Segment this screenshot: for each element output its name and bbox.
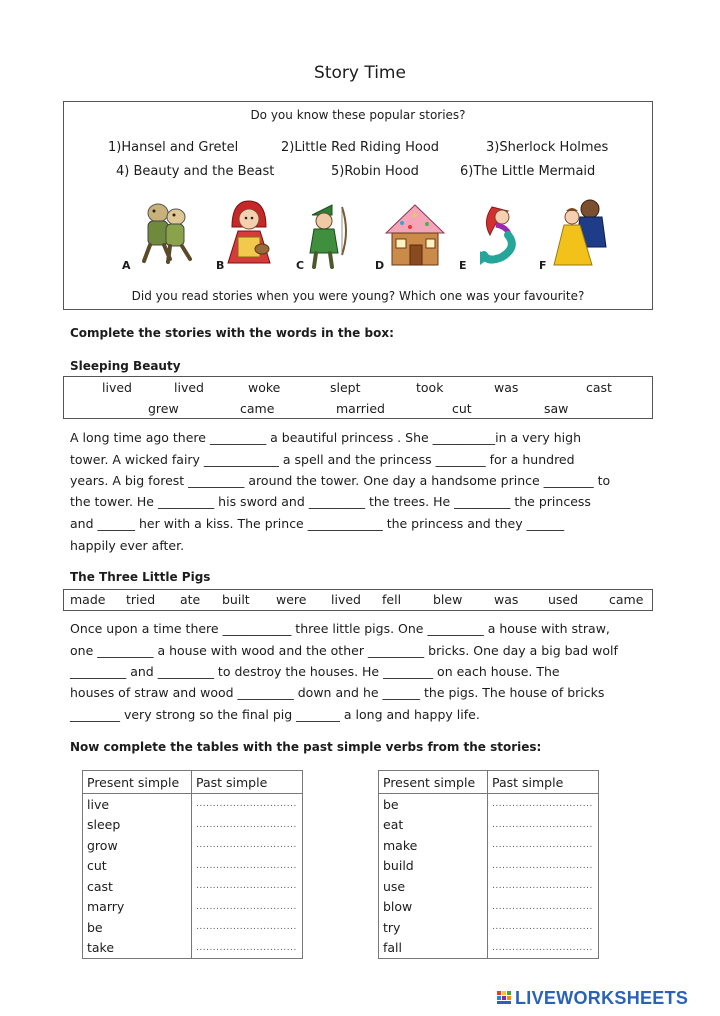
word-box-word: took [416,380,444,395]
word-box-word: grew [148,401,179,416]
answer-blank[interactable]: .............................. [192,856,303,877]
intro-question-2: Did you read stories when you were young? Which one was your favourite? [131,289,585,303]
word-box-word: married [336,401,385,416]
word-box-word: saw [544,401,569,416]
answer-blank[interactable]: .............................. [488,794,599,815]
little-mermaid-picture [478,201,532,269]
picture-label: C [296,259,305,272]
story-line: happily ever after. [70,538,185,553]
word-box-word: came [609,592,644,607]
story-line: houses of straw and wood _________ down and he ______ the pigs. The house of bricks [70,685,605,700]
answer-blank[interactable]: .............................. [192,917,303,938]
present-verb: live [83,794,192,815]
table-row [379,897,599,918]
table-row [83,938,303,959]
word-box-word: were [276,592,307,607]
word-box-word: fell [382,592,402,607]
story-title: 2)Little Red Riding Hood [281,140,440,155]
page-title: Story Time [314,63,406,83]
story-line: and ______ her with a kiss. The prince ____________ the princess and they ______ [70,516,565,531]
story-title: 1)Hansel and Gretel [108,140,239,155]
word-box-word: slept [330,380,361,395]
answer-blank[interactable]: .............................. [488,876,599,897]
word-box-word: came [240,401,275,416]
picture-label: E [459,259,467,272]
intro-box [63,101,653,310]
present-verb: try [379,917,488,938]
story-title: 6)The Little Mermaid [460,164,596,179]
table-header: Past simple [192,771,303,794]
answer-blank[interactable]: .............................. [192,794,303,815]
table-row [83,835,303,856]
answer-blank[interactable]: .............................. [488,938,599,959]
word-box-word: used [548,592,579,607]
story-line: ________ very strong so the final pig _______ a long and happy life. [70,707,480,722]
word-box-word: lived [331,592,361,607]
table-row [379,938,599,959]
word-box-word: tried [126,592,156,607]
present-verb: marry [83,897,192,918]
present-verb: be [379,794,488,815]
present-verb: eat [379,815,488,836]
answer-blank[interactable]: .............................. [488,856,599,877]
table-header: Present simple [83,771,192,794]
present-verb: cast [83,876,192,897]
table-row [379,876,599,897]
three-pigs-heading: The Three Little Pigs [70,570,211,584]
story-title: 5)Robin Hood [331,164,419,179]
present-verb: be [83,917,192,938]
table-row [83,876,303,897]
picture-label: A [122,259,131,272]
table-row [83,794,303,815]
answer-blank[interactable]: .............................. [192,938,303,959]
table-row [83,815,303,836]
three-pigs-word-box [63,589,653,611]
story-line: tower. A wicked fairy ____________ a spell and the princess ________ for a hundred [70,452,575,467]
table-row [379,794,599,815]
answer-blank[interactable]: .............................. [192,897,303,918]
word-box-word: built [222,592,250,607]
word-box-word: ate [180,592,201,607]
logo-icon [497,991,513,1005]
gingerbread-house-picture [382,199,448,269]
answer-blank[interactable]: .............................. [488,917,599,938]
word-box-word: made [70,592,106,607]
liveworksheets-logo [497,988,688,1009]
story-pictures [64,197,652,277]
table-row [379,815,599,836]
sleeping-beauty-word-box [63,376,653,419]
table-row [379,917,599,938]
word-box-word: lived [174,380,204,395]
present-verb: use [379,876,488,897]
present-verb: grow [83,835,192,856]
instruction-complete-tables: Now complete the tables with the past simple verbs from the stories: [70,740,542,754]
answer-blank[interactable]: .............................. [488,897,599,918]
table-row [379,835,599,856]
intro-question: Do you know these popular stories? [250,108,466,122]
present-verb: build [379,856,488,877]
beauty-and-beast-picture [552,197,612,269]
answer-blank[interactable]: .............................. [192,835,303,856]
word-box-word: blew [433,592,463,607]
word-box-word: cast [586,380,612,395]
table-row [379,856,599,877]
instruction-complete-stories: Complete the stories with the words in the box: [70,326,394,340]
verb-table-right [378,770,599,959]
logo-text: LIVEWORKSHEETS [515,988,689,1008]
story-line: the tower. He _________ his sword and _________ the trees. He _________ the princess [70,494,591,509]
word-box-word: woke [248,380,281,395]
verb-table-left [82,770,303,959]
story-line: years. A big forest _________ around the tower. One day a handsome prince ________ to [70,473,611,488]
story-title: 3)Sherlock Holmes [486,140,609,155]
picture-label: D [375,259,385,272]
sleeping-beauty-heading: Sleeping Beauty [70,359,181,373]
table-row [83,856,303,877]
picture-label: F [539,259,547,272]
present-verb: fall [379,938,488,959]
table-header: Past simple [488,771,599,794]
present-verb: sleep [83,815,192,836]
story-line: A long time ago there _________ a beautiful princess . She __________in a very high [70,430,582,445]
table-row [83,897,303,918]
answer-blank[interactable]: .............................. [192,815,303,836]
hansel-gretel-picture [134,199,198,269]
present-verb: take [83,938,192,959]
story-line: _________ and _________ to destroy the houses. He ________ on each house. The [70,664,560,679]
robin-hood-picture [302,201,350,269]
story-line: Once upon a time there ___________ three little pigs. One _________ a house with straw, [70,621,610,636]
present-verb: make [379,835,488,856]
word-box-word: cut [452,401,472,416]
answer-blank[interactable]: .............................. [488,815,599,836]
word-box-word: was [494,592,519,607]
word-box-word: lived [102,380,132,395]
story-title: 4) Beauty and the Beast [116,164,275,179]
table-row [83,917,303,938]
present-verb: cut [83,856,192,877]
story-line: one _________ a house with wood and the other _________ bricks. One day a big bad wolf [70,643,618,658]
red-riding-hood-picture [224,197,274,269]
answer-blank[interactable]: .............................. [488,835,599,856]
word-box-word: was [494,380,519,395]
present-verb: blow [379,897,488,918]
table-header: Present simple [379,771,488,794]
answer-blank[interactable]: .............................. [192,876,303,897]
picture-label: B [216,259,225,272]
